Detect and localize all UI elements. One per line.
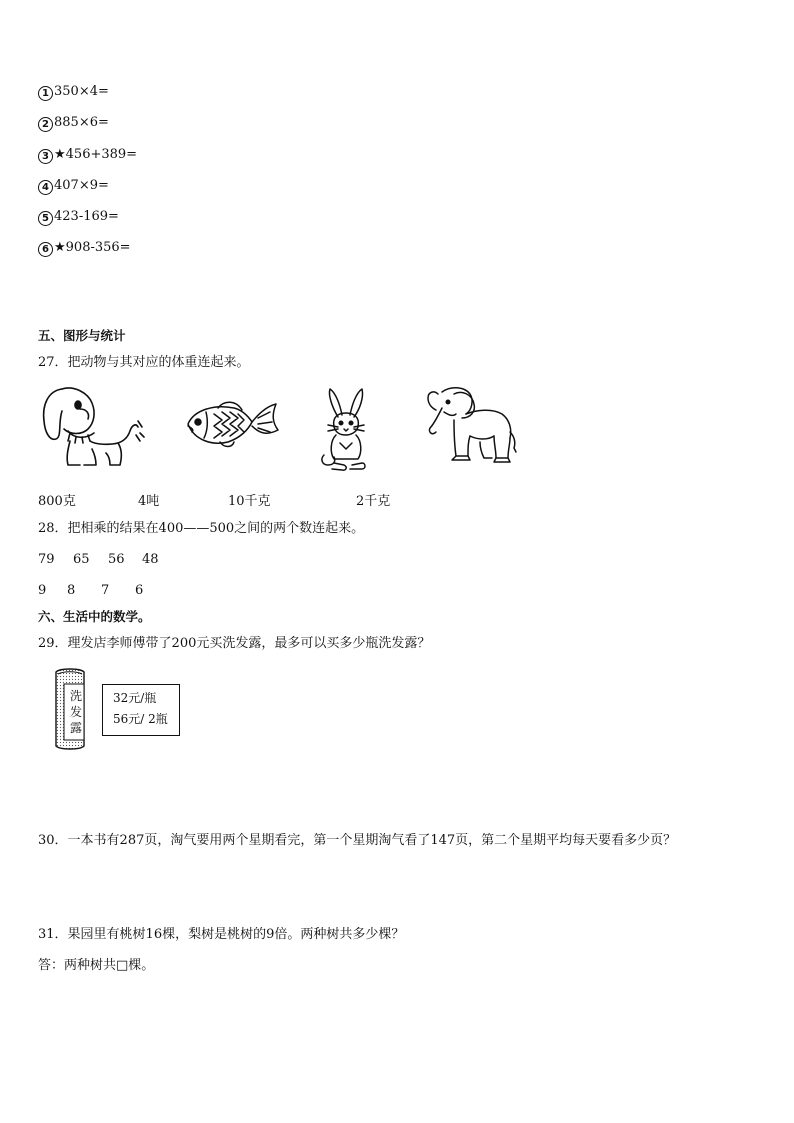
number-item: 48 xyxy=(142,552,159,567)
question-29: 29．理发店李师傅带了200元买洗发露，最多可以买多少瓶洗发露？ xyxy=(38,636,431,651)
section-title: 五、图形与统计 xyxy=(38,328,126,343)
dog-image xyxy=(40,383,146,471)
section-title: 六、生活中的数学。 xyxy=(38,609,151,624)
weight-label: 10千克 xyxy=(228,494,271,509)
calc-expression: 423-169= xyxy=(54,209,119,224)
circle-number: 5 xyxy=(38,211,53,226)
calc-item-4 xyxy=(38,178,109,195)
calc-item-6 xyxy=(38,240,131,257)
number-item: 79 xyxy=(38,552,55,567)
price-single: 32元/瓶 xyxy=(113,691,157,705)
number-item: 8 xyxy=(67,583,76,598)
calc-item-5 xyxy=(38,209,119,226)
rabbit-image xyxy=(318,387,380,471)
number-item: 9 xyxy=(38,583,47,598)
elephant-image xyxy=(424,386,520,468)
bottle-label-char: 洗 xyxy=(69,689,82,703)
calc-item-3 xyxy=(38,147,137,164)
calc-expression: 407×9= xyxy=(54,178,109,193)
number-item: 6 xyxy=(135,583,144,598)
fish-image xyxy=(184,400,280,450)
calc-item-2 xyxy=(38,115,109,132)
price-box xyxy=(102,684,180,736)
calc-expression: ★456+389= xyxy=(54,147,138,162)
question-28: 28．把相乘的结果在400——500之间的两个数连起来。 xyxy=(38,521,365,536)
weight-label: 2千克 xyxy=(356,494,391,509)
bottle-label-char: 发 xyxy=(69,705,82,719)
circle-number: 4 xyxy=(38,180,53,195)
question-30: 30．一本书有287页，淘气要用两个星期看完，第一个星期淘气看了147页，第二个星期平均每天要看多少页？ xyxy=(38,833,677,848)
question-31: 31．果园里有桃树16棵，梨树是桃树的9倍。两种树共多少棵？ xyxy=(38,927,405,942)
weight-label: 800克 xyxy=(38,494,76,509)
number-item: 65 xyxy=(73,552,90,567)
calc-item-1 xyxy=(38,84,109,101)
price-pair: 56元/ 2瓶 xyxy=(113,712,168,726)
calc-expression: ★908-356= xyxy=(54,240,131,255)
circle-number: 1 xyxy=(38,86,53,101)
number-item: 56 xyxy=(108,552,125,567)
bottle-label-char: 露 xyxy=(69,721,82,735)
circle-number: 3 xyxy=(38,149,53,164)
circle-number: 6 xyxy=(38,242,53,257)
calc-expression: 350×4= xyxy=(54,84,109,99)
number-item: 7 xyxy=(101,583,110,598)
calc-expression: 885×6= xyxy=(54,115,109,130)
circle-number: 2 xyxy=(38,117,53,132)
weight-label: 4吨 xyxy=(138,494,160,509)
question-27: 27．把动物与其对应的体重连起来。 xyxy=(38,355,250,370)
answer-line: 答：两种树共□棵。 xyxy=(38,958,155,973)
